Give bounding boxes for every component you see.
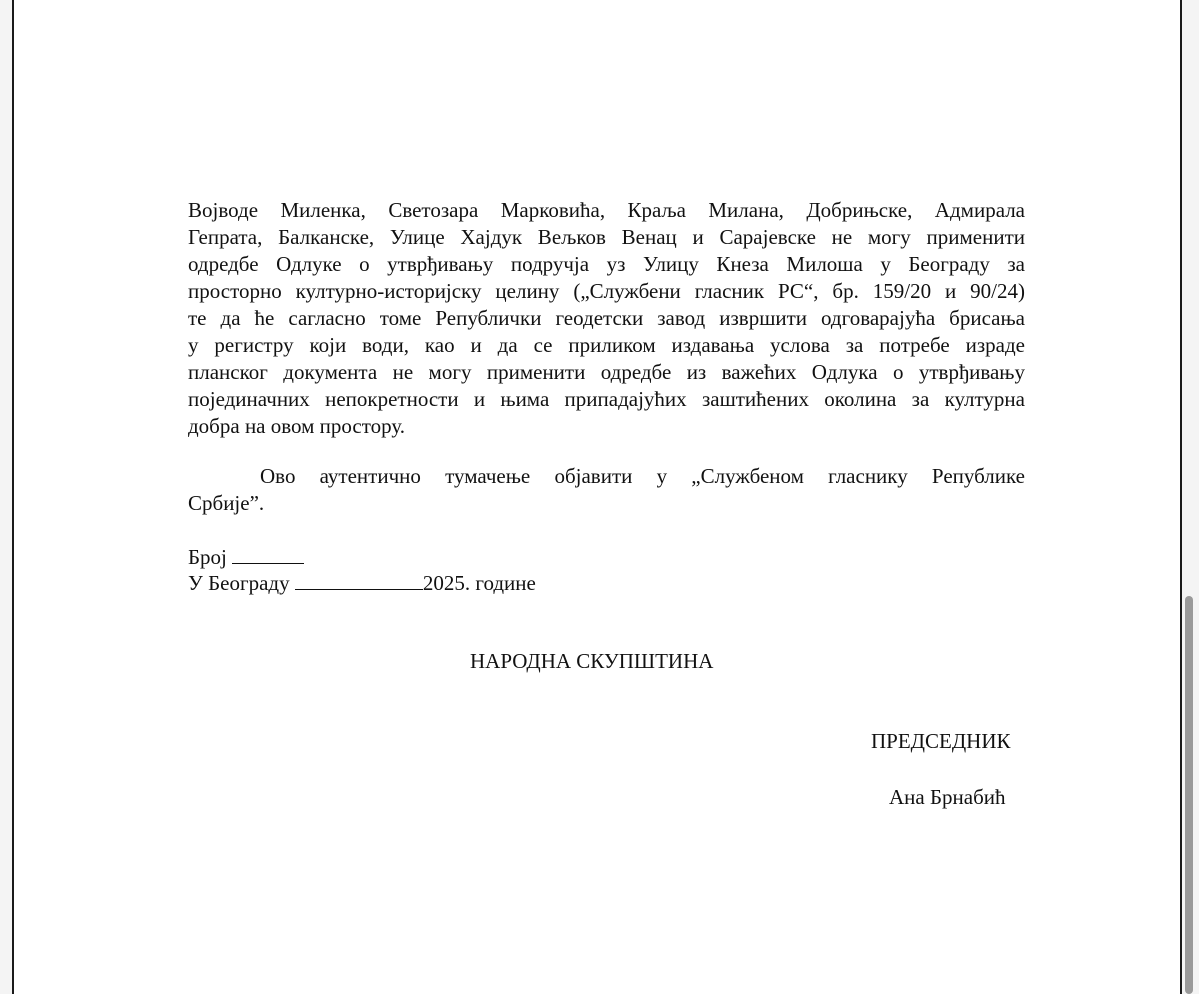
body-line-4: просторно културно-историјску целину („Службени гласник РС“, бр. 159/20 и 90/24) [188, 279, 1025, 303]
body-line-7: планског документа не могу применити одредбе из важећих Одлука о утврђивању [188, 360, 1025, 384]
number-blank [232, 545, 304, 564]
body-line-1: Војводе Миленка, Светозара Марковића, Краља Милана, Добрињске, Адмирала [188, 198, 1025, 222]
body-line-2: Гепрата, Балканске, Улице Хајдук Вељков Венац и Сарајевске не могу применити [188, 225, 1025, 249]
date-blank [295, 571, 423, 590]
body-line-9: добра на овом простору. [188, 414, 406, 438]
number-label: Број [188, 545, 227, 569]
document-page [12, 0, 1182, 994]
president-title: ПРЕДСЕДНИК [871, 729, 1011, 753]
year-text: 2025. године [422, 571, 536, 595]
assembly-title: НАРОДНА СКУПШТИНА [470, 649, 714, 673]
body-line-5: те да ће сагласно томе Републички геодетски завод извршити одговарајућа брисања [188, 306, 1025, 330]
president-name: Ана Брнабић [889, 785, 1006, 809]
publication-line-2: Србије”. [188, 491, 265, 515]
body-line-6: у регистру који води, као и да се приликом издавања услова за потребе израде [188, 333, 1025, 357]
scrollbar-thumb[interactable] [1185, 596, 1193, 994]
body-line-8: појединачних непокретности и њима припадајућих заштићених околина за културна [188, 387, 1025, 411]
body-line-3: одредбе Одлуке о утврђивању подручја уз Улицу Кнеза Милоша у Београду за [188, 252, 1025, 276]
place-date-line [188, 570, 536, 596]
number-line [188, 544, 304, 570]
place-label: У Београду [188, 571, 290, 595]
publication-line-1: Ово аутентично тумачење објавити у „Службеном гласнику Републике [260, 464, 1025, 488]
